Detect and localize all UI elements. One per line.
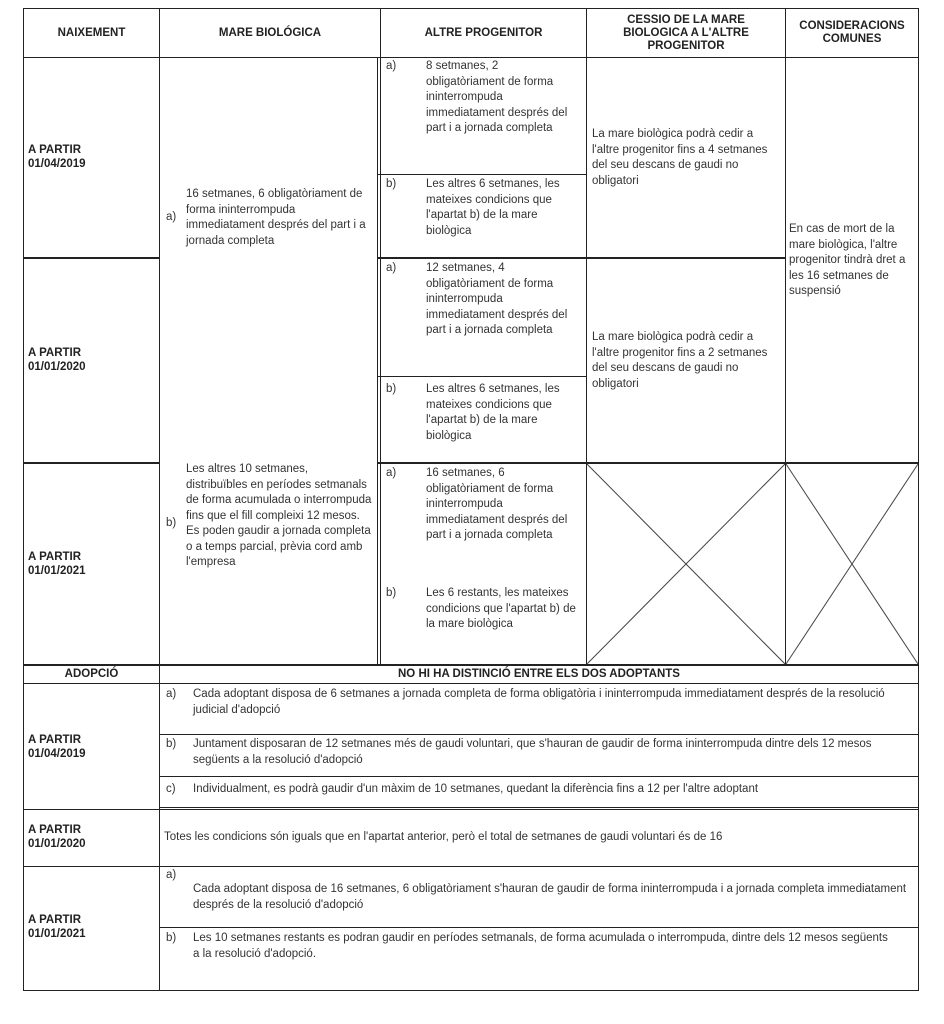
empty-cell-cross-consideracions — [786, 464, 918, 664]
consideracions-text: En cas de mort de la mare biològica, l'altre progenitor tindrà dret a les 16 setmanes de suspensió — [789, 223, 906, 297]
altre-3-b-text: Les 6 restants, les mateixes condicions que l'apartat b) de la mare biològica — [426, 587, 576, 630]
mare-a-label: a) — [166, 211, 177, 223]
altre-1-b-text: Les altres 6 setmanes, les mateixes condicions que l'apartat b) de la mare biològica — [426, 178, 560, 237]
altre-2-b-label: b) — [386, 383, 397, 395]
header-naixement: NAIXEMENT — [57, 26, 126, 39]
row1-bottom-right — [378, 257, 786, 259]
altre-3-a-text: 16 setmanes, 6 obligatòriament de forma ininterrompuda immediatament després del part i a jornada completa — [426, 467, 568, 541]
adopcio-r3-b-text: Les 10 setmanes restants es podran gaudir en períodes setmanals, de forma acumulada o interrompuda, dintre dels 12 mesos següents a la resolució d'adopció. — [193, 932, 888, 960]
mare-b-label: b) — [166, 517, 177, 529]
altre-3-b-label: b) — [386, 587, 397, 599]
altre-2-b-text: Les altres 6 setmanes, les mateixes condicions que l'apartat b) de la mare biològica — [426, 383, 560, 442]
adopcio-row1-bottom — [23, 809, 919, 810]
table-border-left — [23, 8, 24, 991]
altre-3-a-label: a) — [386, 467, 397, 479]
header-mare: MARE BIOLÓGICA — [218, 26, 322, 39]
cessio-text-1: La mare biològica podrà cedir a l'altre progenitor fins a 4 setmanes del seu descans de gaudi no obligatori — [592, 128, 768, 187]
altre-1-a-text: 8 setmanes, 2 obligatòriament de forma ininterrompuda immediatament després del part i a jornada completa — [426, 60, 568, 134]
empty-cell-cross-cessio — [587, 464, 785, 664]
naixement-date-2: A PARTIR 01/01/2020 — [28, 347, 86, 373]
adopcio-r3-a-text: Cada adoptant disposa de 16 setmanes, 6 obligatòriament s'hauran de gaudir de forma ininterrompuda i a jornada completa immediatament després de la resolució d'adopció — [193, 883, 907, 911]
altre-2-a-label: a) — [386, 262, 397, 274]
table-border-bottom — [23, 990, 919, 991]
adopcio-r1-b-text: Juntament disposaran de 12 setmanes més de gaudi voluntari, que s'hauran de gaudir de forma ininterrompuda dintre dels 12 mesos següents a la resolució d'adopció — [193, 738, 872, 766]
adopcio-header-left: ADOPCIÓ — [64, 668, 119, 680]
mare-b-text: Les altres 10 setmanes, distribuïbles en períodes setmanals de forma acumulada o interrompuda fins que el fill compleixi 12 mesos. Es poden gaudir a jornada completa o a temps parcial, prèvia cord amb l'empresa — [186, 463, 372, 568]
row1-bottom-left — [23, 257, 160, 259]
adopcio-sub-a — [160, 734, 919, 735]
mare-a-text: 16 setmanes, 6 obligatòriament de forma ininterrompuda immediatament després del part i a jornada completa — [186, 188, 366, 247]
adopcio-r1-c-text: Individualment, es podrà gaudir d'un màxim de 10 setmanes, quedant la diferència fins a 12 per l'altre adoptant — [193, 783, 759, 795]
altre-sub1 — [378, 174, 586, 175]
adopcio-r2-text: Totes les condicions són iguals que en l'apartat anterior, però el total de setmanes de gaudi voluntari és de 16 — [164, 831, 723, 843]
adopcio-sub-c — [160, 807, 919, 808]
naixement-date-1: A PARTIR 01/04/2019 — [28, 144, 86, 170]
header-cessio: CESSIO DE LA MARE BIOLOGICA A L'ALTRE PROGENITOR — [623, 13, 749, 52]
adopcio-header-right: NO HI HA DISTINCIÓ ENTRE ELS DOS ADOPTANTS — [398, 668, 680, 680]
adopcio-row2-bottom — [23, 866, 919, 867]
adopcio-sub-b — [160, 776, 919, 777]
adopcio-date-2: A PARTIR 01/01/2020 — [28, 824, 86, 850]
adopcio-r1-b-label: b) — [166, 738, 177, 750]
adopcio-date-3: A PARTIR 01/01/2021 — [28, 914, 86, 940]
col-divider-1 — [159, 8, 160, 991]
header-altre: ALTRE PROGENITOR — [424, 26, 543, 39]
cessio-text-2: La mare biològica podrà cedir a l'altre progenitor fins a 2 setmanes del seu descans de gaudi no obligatori — [592, 331, 768, 390]
adopcio-r1-a-label: a) — [166, 688, 177, 700]
adopcio-sub-d — [160, 927, 919, 928]
altre-1-a-label: a) — [386, 60, 397, 72]
header-bottom — [23, 57, 919, 58]
adopcio-r3-a-label: a) — [166, 869, 177, 881]
table-border-right — [918, 8, 919, 991]
adopcio-r3-b-label: b) — [166, 932, 177, 944]
altre-1-b-label: b) — [386, 178, 397, 190]
altre-2-a-text: 12 setmanes, 4 obligatòriament de forma ininterrompuda immediatament després del part i a jornada completa — [426, 262, 568, 336]
altre-sub2 — [378, 376, 586, 377]
col-divider-2 — [380, 8, 381, 664]
adopcio-r1-a-text: Cada adoptant disposa de 6 setmanes a jornada completa de forma obligatòria i ininterrompuda immediatament després de la resolució judicial d'adopció — [193, 688, 885, 716]
naixement-date-3: A PARTIR 01/01/2021 — [28, 551, 86, 577]
header-consideracions: CONSIDERACIONS COMUNES — [799, 20, 905, 45]
adopcio-r1-c-label: c) — [166, 783, 176, 795]
adopcio-header-bottom — [23, 683, 919, 684]
row2-bottom-left — [23, 462, 160, 464]
adopcio-date-1: A PARTIR 01/04/2019 — [28, 734, 86, 760]
altre-inner-left — [377, 58, 378, 664]
